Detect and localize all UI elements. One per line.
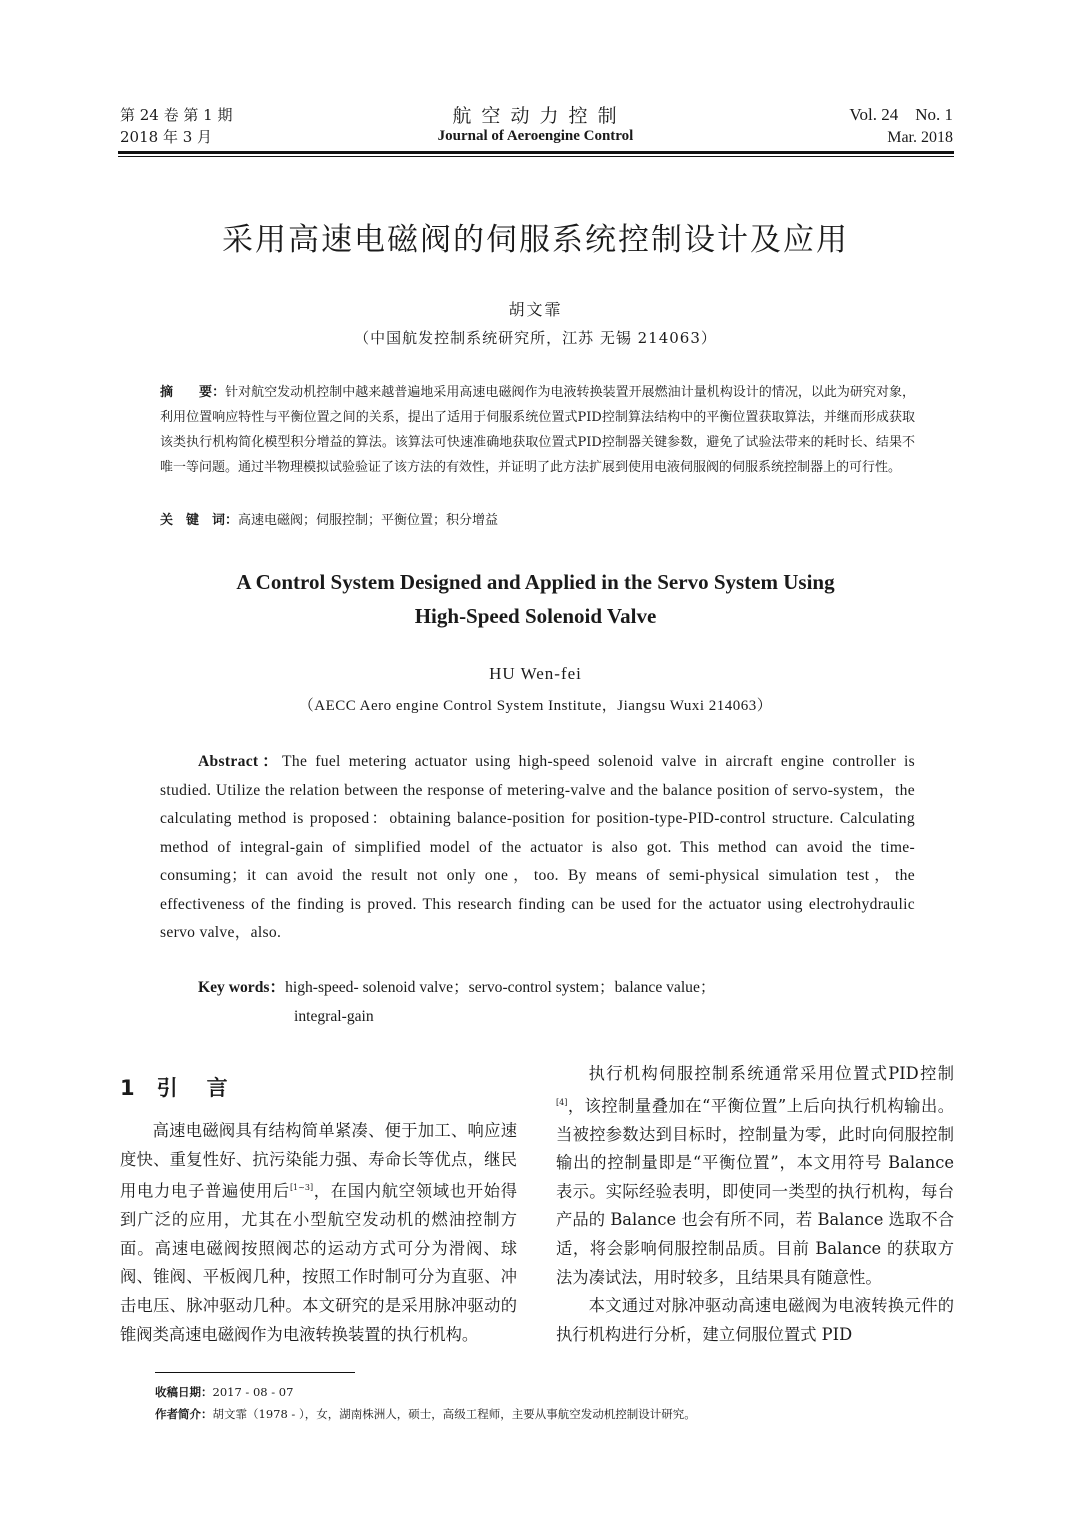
- footnote-author-bio: [155, 1404, 696, 1424]
- received-date: 2017 - 08 - 07: [212, 1385, 294, 1399]
- received-label: 收稿日期：: [155, 1385, 213, 1399]
- header-rule-thin: [118, 156, 954, 157]
- journal-name-en: Journal of Aeroengine Control: [437, 128, 634, 144]
- keywords-en-line1: high-speed- solenoid valve；servo-control system；balance value；: [285, 979, 716, 996]
- citation: [4]: [556, 1097, 568, 1107]
- affiliation-en: （AECC Aero engine Control System Institute，Jiangsu Wuxi 214063）: [298, 698, 773, 714]
- bio-label: 作者简介：: [155, 1407, 213, 1421]
- header-rule-thick: [118, 151, 954, 154]
- header-date-en: Mar. 2018: [887, 129, 953, 146]
- title-en-line2: High-Speed Solenoid Valve: [414, 604, 657, 628]
- abstract-cn: [160, 380, 915, 480]
- page-title-cn: 采用高速电磁阀的伺服系统控制设计及应用: [222, 222, 849, 258]
- author-en: HU Wen-fei: [489, 664, 582, 683]
- affiliation-cn: （中国航发控制系统研究所，江苏 无锡 214063）: [354, 329, 717, 347]
- para1-b: ，在国内航空领域也开始得到广泛的应用，尤其在小型航空发动机的燃油控制方面。高速电磁阀按照阀芯的运动方式可分为滑阀、球阀、锥阀、平板阀几种，按照工作时制可分为直驱、冲击电压、脉冲驱动几种。本文研究的是采用脉冲驱动的锥阀类高速电磁阀作为电液转换装置的执行机构。: [120, 1181, 517, 1344]
- title-en-line1: A Control System Designed and Applied in the Servo System Using: [236, 570, 835, 594]
- abstract-en-text: The fuel metering actuator using high-speed solenoid valve in aircraft engine controller is studied. Utilize the relation between the response of metering-valve and the balance position of servo-system，the calculating method is proposed：obtaining balance-position for position-type-PID-control structure. Calculating method of integral-gain of simplified model of the actuator is also got. This method can avoid the time-consuming；it can avoid the result not only one，too. By means of semi-physical simulation test，the effectiveness of the finding is proved. This research finding can be used for the actuator using electrohydraulic servo valve，also.: [160, 753, 915, 941]
- keywords-cn-text: 高速电磁阀；伺服控制；平衡位置；积分增益: [238, 513, 499, 528]
- header-vol-issue-cn: 第 24 卷 第 1 期: [120, 106, 233, 124]
- paragraph: [556, 1060, 954, 1292]
- abstract-en-label: Abstract：: [198, 753, 283, 770]
- section-number: 1: [120, 1076, 135, 1100]
- para2-b: ，该控制量叠加在“平衡位置”上后向执行机构输出。当被控参数达到目标时，控制量为零，此时向伺服控制输出的控制量即是“平衡位置”，本文用符号 Balance 表示。实际经验表明，即使同一类型的执行机构，每台产品的 Balance 也会有所不同，若 Balance 选取不合适，将会影响伺服控制品质。目前 Balance 的获取方法为凑试法，用时较多，且结果具有随意性。: [556, 1096, 954, 1287]
- keywords-en-line2: integral-gain: [294, 1007, 374, 1025]
- abstract-en: [160, 748, 915, 948]
- abstract-cn-label: 摘 要：: [160, 385, 226, 400]
- header-date-cn: 2018 年 3 月: [120, 128, 213, 146]
- page-title-en: [0, 565, 1071, 633]
- section-title: 引 言: [156, 1076, 232, 1100]
- keywords-en-label: Key words：: [198, 979, 286, 996]
- abstract-cn-text: 针对航空发动机控制中越来越普遍地采用高速电磁阀作为电液转换装置开展燃油计量机构设计的情况，以此为研究对象，利用位置响应特性与平衡位置之间的关系，提出了适用于伺服系统位置式PID控制算法结构中的平衡位置获取算法，并继而形成获取该类执行机构简化模型积分增益的算法。该算法可快速准确地获取位置式PID控制器关键参数，避免了试验法带来的耗时长、结果不唯一等问题。通过半物理模拟试验验证了该方法的有效性，并证明了此方法扩展到使用电液伺服阀的伺服系统控制器上的可行性。: [160, 385, 915, 475]
- paragraph: [120, 1117, 517, 1349]
- para2-a: 执行机构伺服控制系统通常采用位置式PID控制: [588, 1064, 954, 1083]
- body-column-right: [556, 1060, 954, 1349]
- body-column-left: [120, 1117, 517, 1349]
- paragraph: 本文通过对脉冲驱动高速电磁阀为电液转换元件的执行机构进行分析，建立伺服位置式 PID: [556, 1296, 954, 1344]
- footnote-received: [155, 1382, 293, 1402]
- author-cn: 胡文霏: [508, 300, 563, 319]
- section-heading: [120, 1072, 232, 1102]
- citation: [1~3]: [289, 1183, 314, 1193]
- journal-name-cn: 航 空 动 力 控 制: [452, 105, 619, 127]
- bio-text: 胡文霏（1978 - ），女，湖南株洲人，硕士，高级工程师，主要从事航空发动机控制设计研究。: [212, 1407, 696, 1421]
- footnote-rule: [155, 1372, 355, 1373]
- keywords-cn: [160, 508, 915, 533]
- keywords-en: [198, 974, 898, 1031]
- para1-a: 高速电磁阀具有结构简单紧凑、便于加工、响应速度快、重复性好、抗污染能力强、寿命长等优点，继民用电力电子普遍使用后: [120, 1121, 517, 1201]
- keywords-cn-label: 关 键 词：: [160, 513, 239, 528]
- header-vol-issue-en: Vol. 24 No. 1: [849, 105, 953, 124]
